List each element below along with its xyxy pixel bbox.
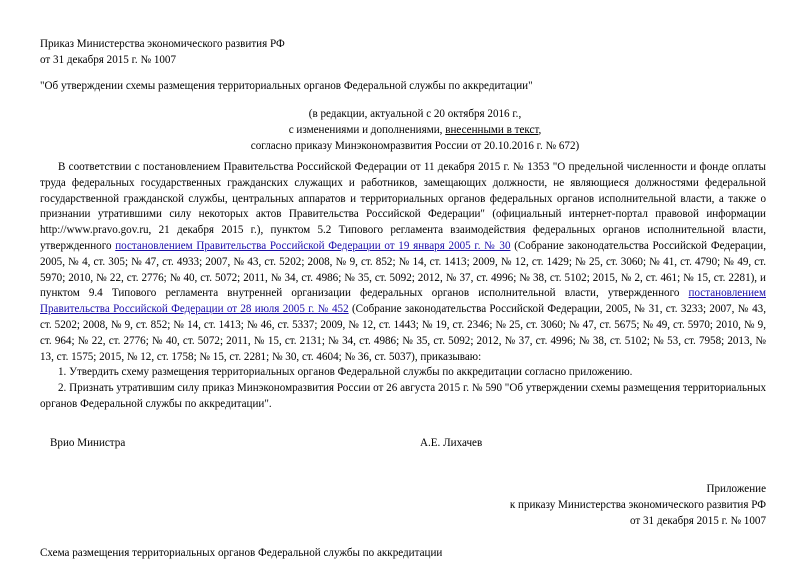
order-date-line: от 31 декабря 2015 г. № 1007 (40, 54, 177, 66)
preamble-paragraph (40, 160, 766, 365)
appendix-label: Приложение (706, 482, 766, 495)
order-item-2: 2. Признать утратившим силу приказ Минэкономразвития России от 26 августа 2015 г. № 590 "Об утверждении схемы размещения территориальных органов Федеральной службы по аккредитации". (40, 382, 766, 410)
order-item-1: 1. Утвердить схему размещения территориальных органов Федеральной службы по аккредитации согласно приложению. (58, 366, 633, 379)
appendix-header (40, 481, 766, 529)
signatory-position: Врио Министра (50, 436, 126, 449)
edition-line-2-text: с изменениями и дополнениями, (288, 124, 446, 136)
schema-title: Схема размещения территориальных органов Федеральной службы по аккредитации (40, 546, 443, 559)
document (40, 36, 766, 561)
preamble-text-2: (Собрание законодательства Российской Федерации, 2005, № 4, ст. 305; № 47, ст. 4933; 2007, № 43, ст. 5202; 2008, № 9, ст. 852; № 14, ст. 1413; 2009, № 12, ст. 1429; № 25, ст. 3060; № 41, ст. 4790; № 49, ст. 5970; 2010, № 22, ст. 2776; № 40, ст. 5072; 2011, № 34, ст. 4986; № 35, ст. 5092; 2012, № 37, ст. 4996; № 38, ст. 5102; 2015, № 2, ст. 461; № 15, ст. 2281), и пунктом 9.4 Типового регламента внутренней организации федеральных органов исполнительной власти, утвержденного (40, 239, 766, 300)
appendix-date: от 31 декабря 2015 г. № 1007 (629, 514, 766, 527)
signatory-name: А.Е. Лихачев (420, 436, 483, 449)
edition-underlined-text: внесенными в текст (445, 124, 539, 136)
decree-452-link[interactable]: постановлением Правительства Российской Федерации от 28 июля 2005 г. № 452 (40, 287, 766, 316)
order-title-line: Приказ Министерства экономического развития РФ (40, 38, 285, 50)
preamble-text-3: (Собрание законодательства Российской Федерации, 2005, № 31, ст. 3233; 2007, № 43, ст. 5202; 2008, № 9, ст. 852; № 14, ст. 1413; № 46, ст. 5337; 2009, № 12, ст. 1443; № 19, ст. 2346; № 25, ст. 3060; № 47, ст. 5675; № 49, ст. 5970; 2010, № 9, ст. 964; № 22, ст. 2776; № 40, ст. 5072; 2011, № 15, ст. 2131; № 34, ст. 4986; № 35, ст. 5092; 2012, № 37, ст. 4996; № 38, ст. 5102; № 53, ст. 7958; 2013, № 13, ст. 1575; 2015, № 12, ст. 1758; № 15, ст. 2281; № 30, ст. 4604; № 36, ст. 5037), приказываю: (40, 303, 766, 363)
order-subject: "Об утверждении схемы размещения территориальных органов Федеральной службы по аккредитации" (40, 80, 533, 92)
signature-block (40, 435, 766, 451)
edition-line-2 (64, 122, 766, 138)
preamble-text-1: В соответствии с постановлением Правительства Российской Федерации от 11 декабря 2015 г. № 1353 "О предельной численности и фонде оплаты труда федеральных государственных гражданских служащих и работников, замещающих должности, не являющиеся должностями федеральной государственной гражданской службы, центральных аппаратов и территориальных органов федеральных органов исполнительной власти, а также о признании утратившими силу некоторых актов Правительства Российской Федерации" (официальный интернет-портал правовой информации http://www.pravo.gov.ru, 21 декабря 2015 г.), пунктом 5.2 Типового регламента взаимодействия федеральных органов исполнительной власти, утвержденного (40, 161, 766, 252)
edition-line-2-comma: , (538, 124, 542, 136)
decree-30-link[interactable]: постановлением Правительства Российской Федерации от 19 января 2005 г. № 30 (115, 239, 511, 252)
appendix-reference: к приказу Министерства экономического развития РФ (509, 498, 766, 511)
edition-line-3: согласно приказу Минэкономразвития России от 20.10.2016 г. № 672) (250, 140, 580, 152)
edition-line-1: (в редакции, актуальной с 20 октября 2016 г., (308, 108, 522, 120)
edition-note (40, 106, 766, 154)
